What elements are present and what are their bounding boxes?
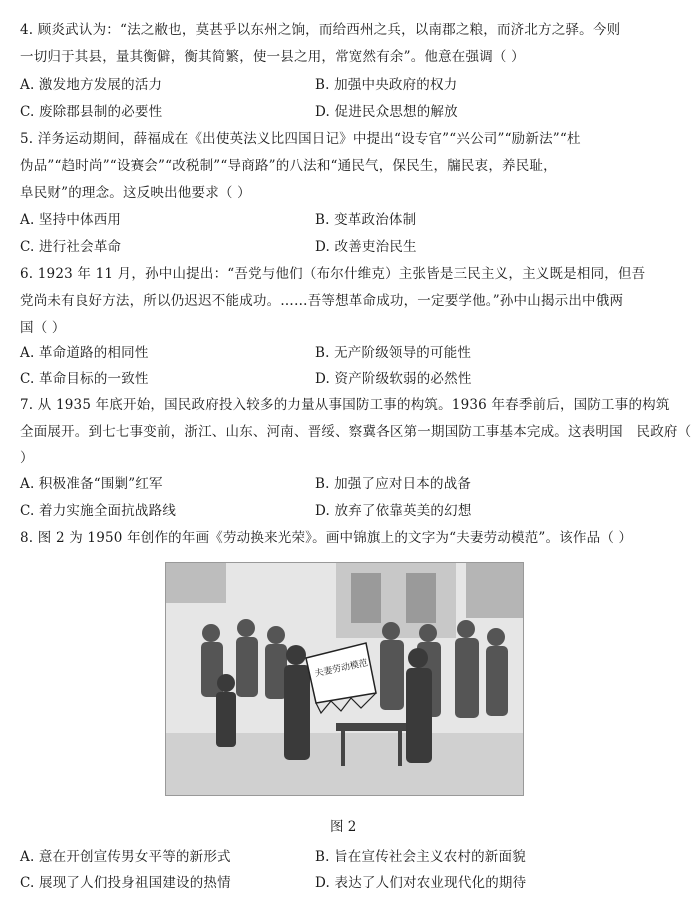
q4-stem-line-1: 4. 顾炎武认为：“法之敝也，莫甚乎以东州之饷，而给西州之兵，以南郡之粮，而济北方之驿。今则	[20, 22, 621, 38]
q6-option-b[interactable]: B. 无产阶级领导的可能性	[315, 345, 472, 361]
q5-option-c[interactable]: C. 进行社会革命	[20, 239, 122, 255]
painting-illustration	[166, 563, 523, 795]
new-year-painting-figure	[165, 562, 524, 796]
q4-stem-line-2: 一切归于其县，量其衡僻，衡其简繁，使一县之用，常宽然有余”。他意在强调（ ）	[20, 49, 525, 65]
banner-text: 夫妻劳动模范	[313, 658, 369, 680]
q7-option-a[interactable]: A. 积极准备“围剿”红军	[20, 476, 163, 492]
q5-option-d[interactable]: D. 改善吏治民生	[315, 239, 417, 255]
q6-option-a[interactable]: A. 革命道路的相同性	[20, 345, 149, 361]
q7-stem-line-3: ）	[20, 450, 34, 466]
q7-option-d[interactable]: D. 放弃了依靠英美的幻想	[315, 503, 472, 519]
q7-option-c[interactable]: C. 着力实施全面抗战路线	[20, 503, 177, 519]
q8-option-c[interactable]: C. 展现了人们投身祖国建设的热情	[20, 875, 231, 891]
q4-option-a[interactable]: A. 激发地方发展的活力	[20, 77, 163, 93]
q4-option-d[interactable]: D. 促进民众思想的解放	[315, 104, 458, 120]
q6-stem-line-3: 国（ ）	[20, 320, 66, 336]
q8-option-a[interactable]: A. 意在开创宣传男女平等的新形式	[20, 849, 231, 865]
q6-stem-line-1: 6. 1923 年 11 月，孙中山提出：“吾党与他们（布尔什维克）主张皆是三民主义，主义既是相同，但吾	[20, 266, 646, 282]
q5-option-a[interactable]: A. 坚持中体西用	[20, 212, 122, 228]
q6-option-d[interactable]: D. 资产阶级软弱的必然性	[315, 371, 472, 387]
q4-option-c[interactable]: C. 废除郡县制的必要性	[20, 104, 163, 120]
q7-stem-line-2: 全面展开。到七七事变前，浙江、山东、河南、晋绥、察冀各区第一期国防工事基本完成。这表明国 民政府（	[20, 424, 692, 440]
q8-option-d[interactable]: D. 表达了人们对农业现代化的期待	[315, 875, 527, 891]
q5-stem-line-3: 阜民财”的理念。这反映出他要求（ ）	[20, 185, 251, 201]
q5-stem-line-1: 5. 洋务运动期间，薛福成在《出使英法义比四国日记》中提出“设专官”“兴公司”“励新法”“杜	[20, 131, 581, 147]
q5-stem-line-2: 伪品”“趋时尚”“设赛会”“改税制”“导商路”的八法和“通民气，保民生，牖民衷，养民耻，	[20, 158, 557, 174]
q8-option-b[interactable]: B. 旨在宣传社会主义农村的新面貌	[315, 849, 526, 865]
q7-stem-line-1: 7. 从 1935 年底开始，国民政府投入较多的力量从事国防工事的构筑。1936 年春季前后，国防工事的构筑	[20, 397, 670, 413]
q5-option-b[interactable]: B. 变革政治体制	[315, 212, 417, 228]
q6-stem-line-2: 党尚未有良好方法，所以仍迟迟不能成功。……吾等想革命成功，一定要学他。”孙中山揭示出中俄两	[20, 293, 624, 309]
figure-caption: 图 2	[330, 819, 357, 835]
q4-option-b[interactable]: B. 加强中央政府的权力	[315, 77, 458, 93]
q7-option-b[interactable]: B. 加强了应对日本的战备	[315, 476, 472, 492]
q6-option-c[interactable]: C. 革命目标的一致性	[20, 371, 149, 387]
q8-stem-line-1: 8. 图 2 为 1950 年创作的年画《劳动换来光荣》。画中锦旗上的文字为“夫妻劳动模范”。该作品（ ）	[20, 530, 633, 546]
